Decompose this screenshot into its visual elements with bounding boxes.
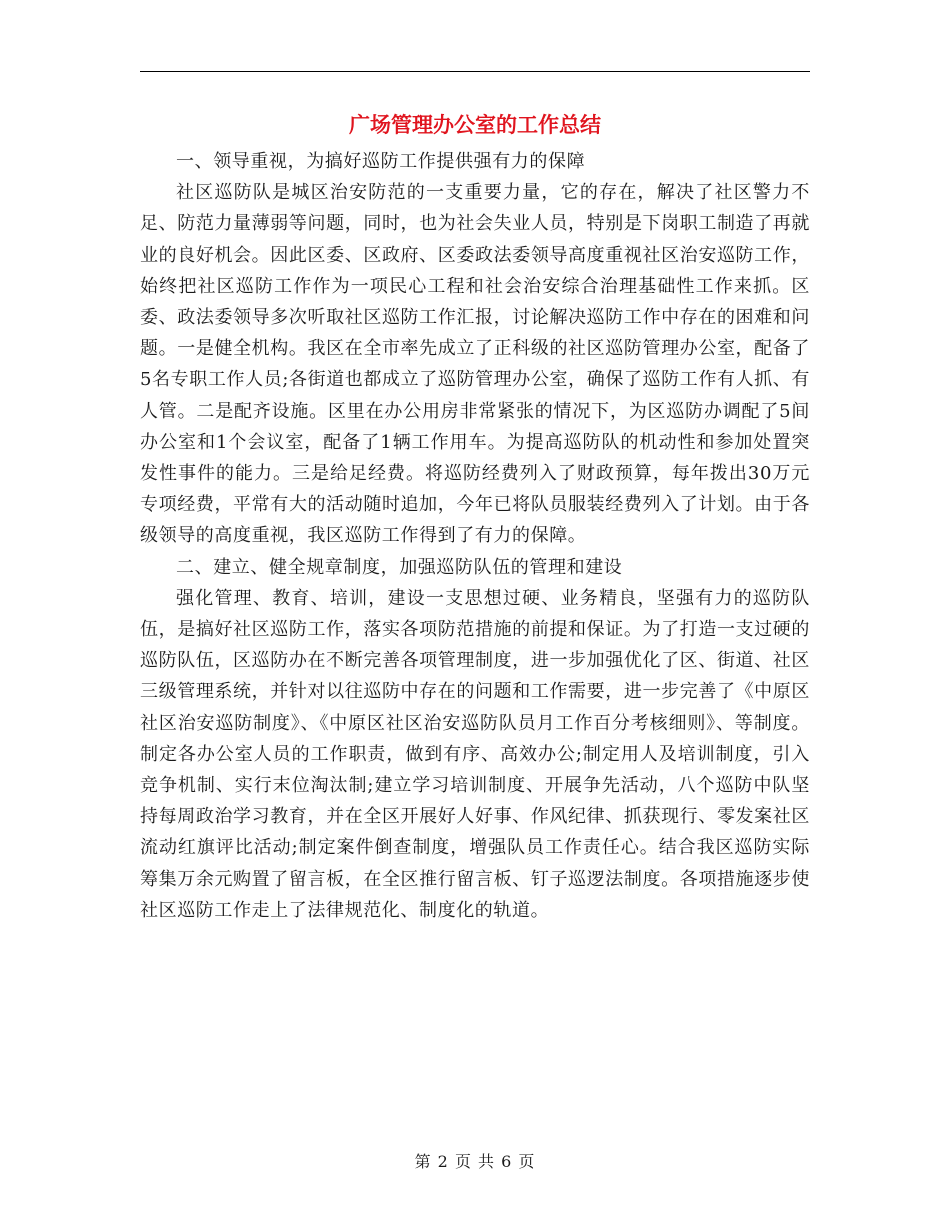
section-heading-1: 一、领导重视，为搞好巡防工作提供强有力的保障 xyxy=(176,151,586,172)
body-paragraph-2: 强化管理、教育、培训，建设一支思想过硬、业务精良，坚强有力的巡防队伍，是搞好社区巡防工作，落实各项防范措施的前提和保证。为了打造一支过硬的巡防队伍，区巡防办在不断完善各项管理制度，进一步加强优化了区、街道、社区三级管理系统，并针对以往巡防中存在的问题和工作需要，进一步完善了《中原区社区治安巡防制度》、《中原区社区治安巡防队员月工作百分考核细则》、等制度。制定各办公室人员的工作职责，做到有序、高效办公;制定用人及培训制度，引入竞争机制、实行末位淘汰制;建立学习培训制度、开展争先活动，八个巡防中队坚持每周政治学习教育，并在全区开展好人好事、作风纪律、抓获现行、零发案社区流动红旗评比活动;制定案件倒查制度，增强队员工作责任心。结合我区巡防实际筹集万余元购置了留言板，在全区推行留言板、钉子巡逻法制度。各项措施逐步使社区巡防工作走上了法律规范化、制度化的轨道。 xyxy=(140,587,810,921)
page-number: 第 2 页 共 6 页 xyxy=(414,1152,536,1171)
document-title: 广场管理办公室的工作总结 xyxy=(349,112,601,137)
document-body xyxy=(140,146,810,926)
header-rule xyxy=(140,71,810,72)
section-heading-2: 二、建立、健全规章制度，加强巡防队伍的管理和建设 xyxy=(176,556,623,578)
body-paragraph-1: 社区巡防队是城区治安防范的一支重要力量，它的存在，解决了社区警力不足、防范力量薄弱等问题，同时，也为社会失业人员，特别是下岗职工制造了再就业的良好机会。因此区委、区政府、区委政法委领导高度重视社区治安巡防工作，始终把社区巡防工作作为一项民心工程和社会治安综合治理基础性工作来抓。区委、政法委领导多次听取社区巡防工作汇报，讨论解决巡防工作中存在的困难和问题。一是健全机构。我区在全市率先成立了正科级的社区巡防管理办公室，配备了5名专职工作人员;各街道也都成立了巡防管理办公室，确保了巡防工作有人抓、有人管。二是配齐设施。区里在办公用房非常紧张的情况下，为区巡防办调配了5间办公室和1个会议室，配备了1辆工作用车。为提高巡防队的机动性和参加处置突发性事件的能力。三是给足经费。将巡防经费列入了财政预算，每年拨出30万元专项经费，平常有大的活动随时追加，今年已将队员服装经费列入了计划。由于各级领导的高度重视，我区巡防工作得到了有力的保障。 xyxy=(140,182,810,547)
